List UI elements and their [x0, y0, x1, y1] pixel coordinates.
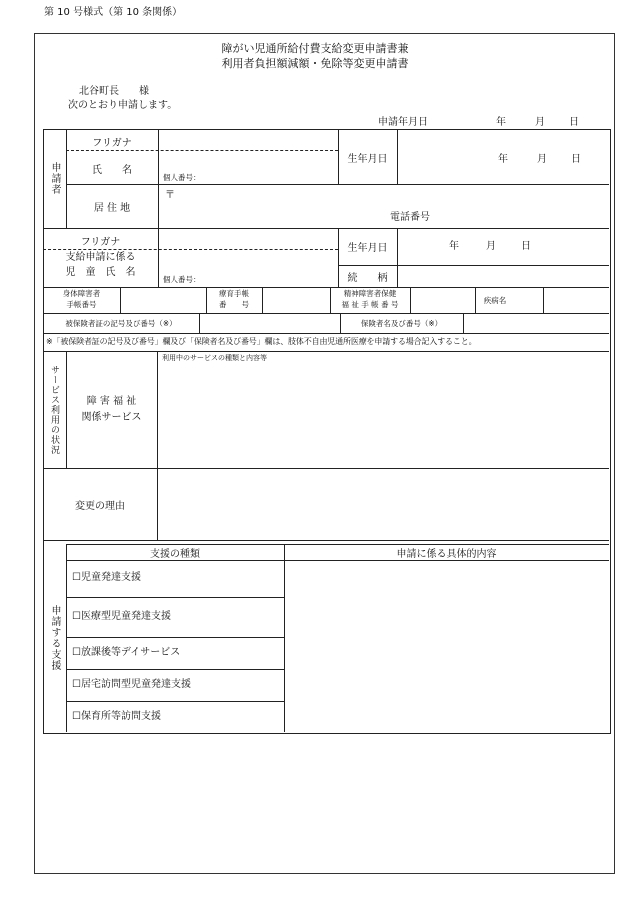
applicant-personal-number-label: 個人番号：	[163, 173, 201, 182]
ryoiku-handbook-label-line1: 療育手帳	[219, 289, 249, 298]
mental-handbook-field[interactable]	[411, 288, 474, 312]
support-section-label: 申請する支援	[49, 605, 60, 671]
applicant-dob-day: 日	[571, 154, 581, 165]
mental-handbook-label-line1: 精神障害者保健	[343, 289, 397, 298]
physical-handbook-field[interactable]	[121, 288, 205, 312]
apply-date-day: 日	[569, 117, 579, 128]
physical-handbook-label-line1: 身体障害者	[62, 289, 101, 298]
addressee: 北谷町長 様	[79, 86, 149, 97]
child-name-field[interactable]	[159, 251, 336, 271]
applicant-phone-label: 電話番号	[390, 212, 430, 223]
disease-label: 疾病名	[483, 295, 507, 305]
disease-field[interactable]	[544, 288, 607, 312]
insured-number-label: 被保険者証の記号及び番号（※）	[65, 318, 177, 328]
support-item-nursery-visit-support[interactable]: ☐保育所等訪問支援	[72, 711, 161, 722]
insurer-label: 保険者名及び番号（※）	[360, 318, 443, 328]
applicant-dob-label: 生年月日	[347, 153, 388, 165]
insured-number-field[interactable]	[200, 314, 339, 332]
physical-handbook-label-line2: 手帳番号	[66, 300, 97, 309]
child-dob-day: 日	[521, 241, 531, 252]
child-label-line1: 支給申請に係る	[65, 252, 136, 263]
apply-date-month: 月	[535, 117, 545, 128]
insurer-field[interactable]	[464, 314, 607, 332]
applicant-address-field[interactable]	[159, 186, 607, 210]
intro-text: 次のとおり申請します。	[68, 100, 178, 111]
applicant-dob-month: 月	[537, 154, 547, 165]
apply-date-year: 年	[496, 117, 506, 128]
service-content-hint: 利用中のサービスの種類と内容等	[162, 354, 267, 362]
child-personal-number-label: 個人番号：	[163, 275, 201, 284]
change-reason-label: 変更の理由	[75, 500, 125, 512]
applicant-furigana-field[interactable]	[159, 131, 336, 149]
applicant-name-field[interactable]	[159, 151, 336, 171]
ryoiku-handbook-label-line2: 番 号	[219, 300, 249, 309]
apply-date-label: 申請年月日	[378, 117, 428, 128]
service-label-line2: 関係サービス	[81, 412, 142, 423]
applicant-dob-year: 年	[498, 154, 508, 165]
service-label-line1: 障 害 福 祉	[86, 396, 137, 407]
child-relation-field[interactable]	[398, 266, 607, 286]
support-item-child-development[interactable]: ☐児童発達支援	[72, 572, 141, 583]
support-item-home-visit-child-development[interactable]: ☐居宅訪問型児童発達支援	[72, 679, 191, 690]
support-item-after-school-day-service[interactable]: ☐放課後等デイサービス	[72, 647, 181, 658]
form-title-line2: 利用者負担額減額・免除等変更申請書	[221, 57, 409, 70]
service-status-section-label: サービス利用の状況	[49, 364, 59, 455]
ryoiku-handbook-field[interactable]	[263, 288, 329, 312]
child-furigana-label: フリガナ	[80, 236, 121, 248]
child-label-line2: 児 童 氏 名	[65, 267, 136, 278]
applicant-section-label: 申請者	[49, 162, 60, 195]
service-content-field[interactable]	[158, 366, 607, 466]
child-dob-year: 年	[449, 241, 459, 252]
insurance-note: ※「被保険者証の記号及び番号」欄及び「保険者名及び番号」欄は、肢体不自由児通所医療を申請する場合記入すること。	[46, 337, 477, 346]
applicant-address-label: 居 住 地	[93, 202, 131, 214]
applicant-name-label: 氏 名	[92, 164, 132, 176]
form-title-line1: 障がい児通所給付費支給変更申請書兼	[221, 42, 409, 55]
form-number: 第 10 号様式（第 10 条関係）	[44, 7, 183, 18]
support-detail-field[interactable]	[285, 561, 607, 730]
applicant-furigana-label: フリガナ	[92, 137, 132, 149]
child-relation-label: 続 柄	[347, 272, 388, 284]
change-reason-field[interactable]	[158, 470, 607, 538]
support-type-header: 支援の種類	[150, 548, 200, 560]
child-dob-label: 生年月日	[347, 243, 388, 254]
support-item-medical-child-development[interactable]: ☐医療型児童発達支援	[72, 611, 171, 622]
support-detail-header: 申請に係る具体的内容	[396, 548, 497, 560]
child-furigana-field[interactable]	[159, 230, 336, 248]
mental-handbook-label-line2: 福 祉 手 帳 番 号	[341, 300, 399, 309]
child-dob-month: 月	[486, 241, 496, 252]
postal-mark: 〒	[165, 190, 175, 201]
